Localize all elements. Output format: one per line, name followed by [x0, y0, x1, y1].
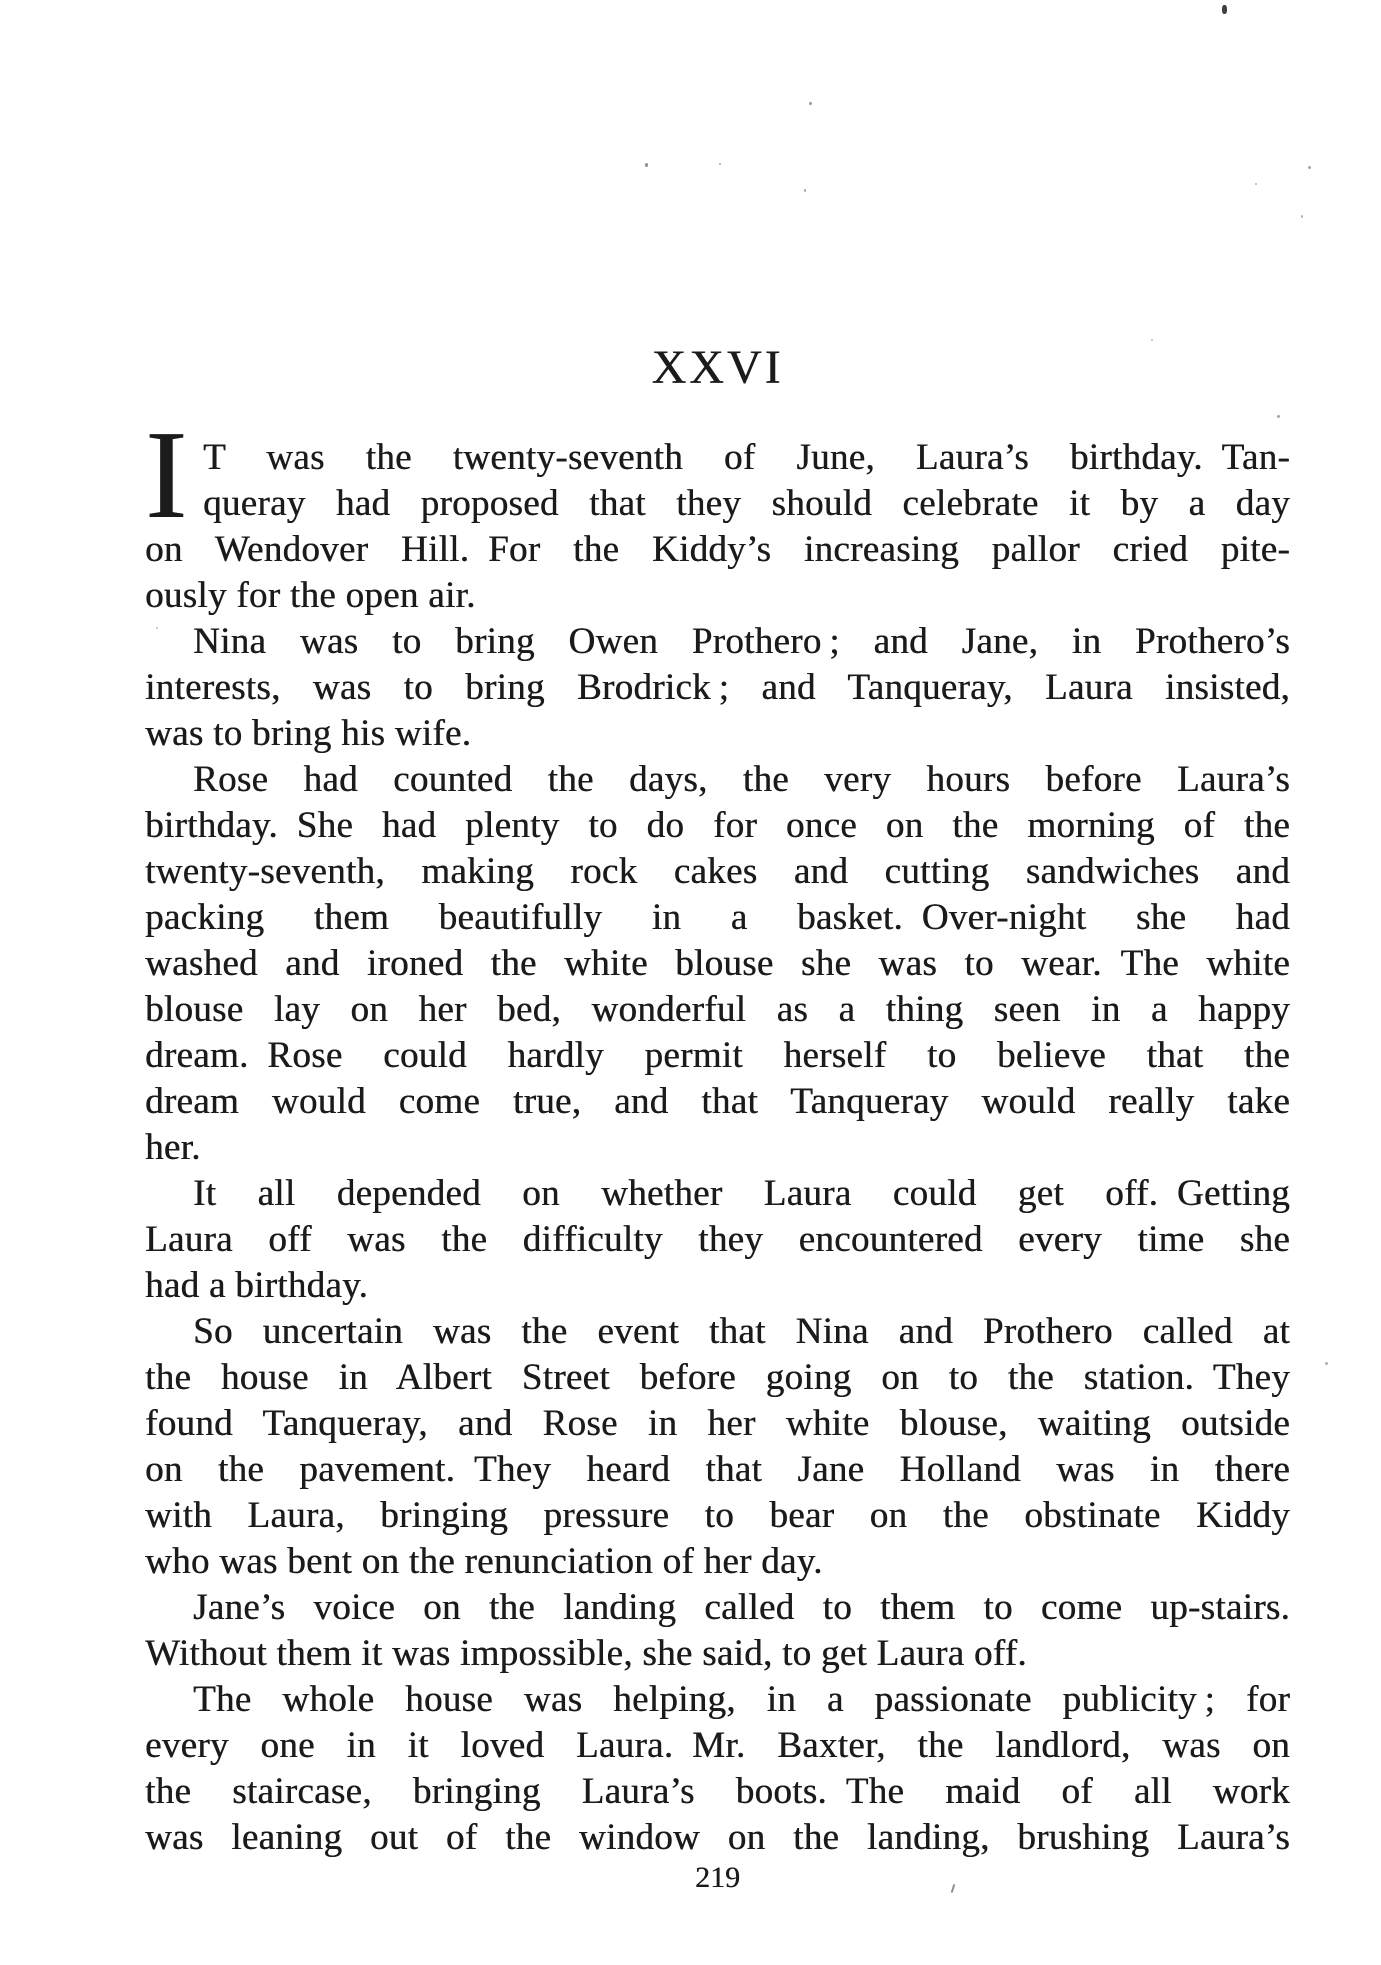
text-line: on the pavement. They heard that Jane Holland was in there	[145, 1449, 1290, 1490]
text-line: Without them it was impossible, she said, to get Laura off.	[145, 1633, 1027, 1674]
text-line: T was the twenty-seventh of June, Laura’s birthday. Tan-	[203, 437, 1290, 478]
text-line: every one in it loved Laura. Mr. Baxter, the landlord, was on	[145, 1725, 1290, 1766]
text-line: found Tanqueray, and Rose in her white blouse, waiting outside	[145, 1403, 1290, 1444]
text-line: was leaning out of the window on the landing, brushing Laura’s	[145, 1817, 1290, 1858]
paragraph	[145, 757, 1290, 1171]
drop-cap-letter: I	[145, 406, 187, 545]
scan-speck	[1222, 5, 1227, 14]
text-line: the house in Albert Street before going on to the station. They	[145, 1357, 1290, 1398]
text-line: washed and ironed the white blouse she was to wear. The white	[145, 943, 1290, 984]
drop-cap	[145, 406, 189, 545]
text-line: interests, was to bring Brodrick ; and Tanqueray, Laura insisted,	[145, 667, 1290, 708]
text-line: packing them beautifully in a basket. Over-night she had	[145, 897, 1290, 938]
text-line: dream. Rose could hardly permit herself to believe that the	[145, 1035, 1290, 1076]
scan-speck	[809, 102, 812, 105]
text-line: who was bent on the renunciation of her day.	[145, 1541, 823, 1582]
scan-speck	[1325, 1362, 1328, 1365]
paragraph	[145, 1585, 1290, 1677]
text-line: Nina was to bring Owen Prothero ; and Jane, in Prothero’s	[193, 621, 1290, 662]
text-line: birthday. She had plenty to do for once on the morning of the	[145, 805, 1290, 846]
text-block	[145, 406, 1290, 1861]
scan-speck	[645, 163, 648, 167]
text-line: the staircase, bringing Laura’s boots. The maid of all work	[145, 1771, 1290, 1812]
paragraph	[145, 406, 1290, 619]
text-line: had a birthday.	[145, 1265, 368, 1306]
text-line: Laura off was the difficulty they encountered every time she	[145, 1219, 1290, 1260]
scan-speck	[719, 163, 721, 165]
text-line: Jane’s voice on the landing called to them to come up-stairs.	[193, 1587, 1290, 1628]
paragraph	[145, 1171, 1290, 1309]
paragraph	[145, 619, 1290, 757]
paragraph	[145, 1309, 1290, 1585]
scan-speck	[1301, 215, 1303, 218]
page-number: 219	[695, 1861, 740, 1894]
text-line: was to bring his wife.	[145, 713, 472, 754]
text-line: with Laura, bringing pressure to bear on the obstinate Kiddy	[145, 1495, 1290, 1536]
scan-speck	[1308, 166, 1311, 169]
text-line: her.	[145, 1127, 201, 1168]
scan-speck	[1255, 183, 1257, 185]
chapter-heading: XXVI	[651, 341, 784, 394]
scan-speck	[804, 189, 806, 192]
paragraph	[145, 1677, 1290, 1861]
text-line: blouse lay on her bed, wonderful as a thing seen in a happy	[145, 989, 1290, 1030]
text-line: on Wendover Hill. For the Kiddy’s increasing pallor cried pite-	[145, 529, 1290, 570]
text-line: Rose had counted the days, the very hours before Laura’s	[193, 759, 1290, 800]
text-line: So uncertain was the event that Nina and Prothero called at	[193, 1311, 1290, 1352]
text-line: queray had proposed that they should celebrate it by a day	[203, 483, 1290, 524]
text-line: twenty-seventh, making rock cakes and cutting sandwiches and	[145, 851, 1290, 892]
text-line: It all depended on whether Laura could get off. Getting	[193, 1173, 1290, 1214]
text-line: ously for the open air.	[145, 575, 476, 616]
text-line: dream would come true, and that Tanqueray would really take	[145, 1081, 1290, 1122]
scan-speck	[1277, 415, 1280, 418]
text-line: The whole house was helping, in a passionate publicity ; for	[193, 1679, 1290, 1720]
